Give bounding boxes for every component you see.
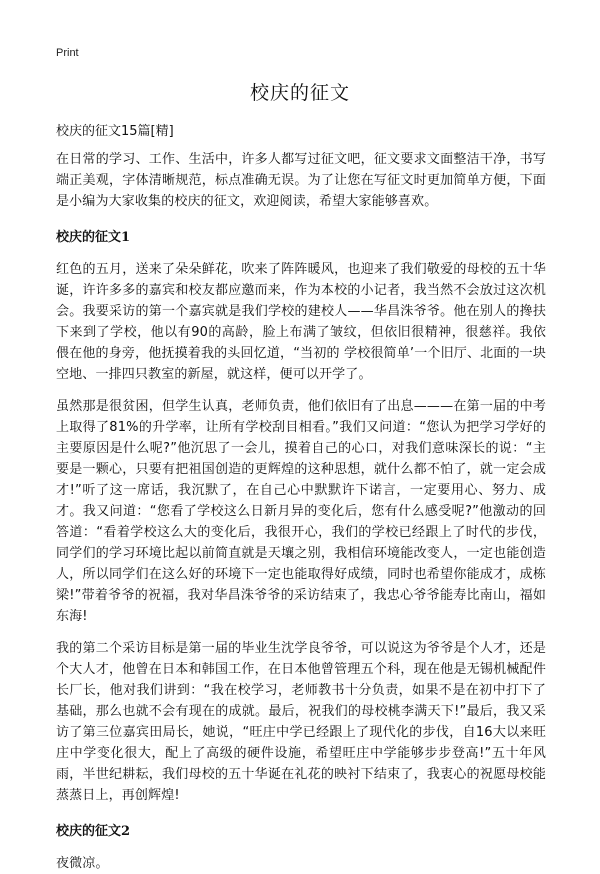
print-link[interactable]: Print [56,47,79,59]
section-heading-2: 校庆的征文2 [56,824,131,839]
intro-paragraph: 在日常的学习、工作、生活中，许多人都写过征文吧，征文要求文面整洁干净，书写端正美观，字体清晰规范，标点准确无误。为了让您在写征文时更加简单方便，下面是小编为大家收集的校庆的征文，欢迎阅读，希望大家能够喜欢。 [56,152,546,209]
article-body [56,149,546,874]
page-title: 校庆的征文 [249,82,350,104]
section-1-paragraph: 虽然那是很贫困，但学生认真，老师负责，他们依旧有了出息———在第一届的中考上取得了81%的升学率，让所有学校刮目相看。”我们又问道：“您认为把学习学好的主要原因是什么呢?”他沉思了一会儿，摸着自己的心口，对我们意味深长的说：“主要是一颗心，只要有把祖国创造的更辉煌的这种思想，就什么都不怕了，就一定会成才!”听了这一席话，我沉默了，在自己心中默默许下诺言，一定要用心、努力、成才。我又问道：“您看了学校这么日新月异的变化后，您有什么感受呢?”他激动的回答道：“看着学校这么大的变化后，我很开心，我们的学校已经跟上了时代的步伐，同学们的学习环境比起以前简直就是天壤之别，我相信环境能改变人，一定也能创造人，所以同学们在这么好的环境下一定也能取得好成绩，同时也希望你能成才，成栋梁!”带着爷爷的祝福，我对华昌洙爷爷的采访结束了，我忠心爷爷能寿比南山，福如东海! [56,399,546,624]
section-2-paragraph: 夜微凉。 [56,856,109,871]
section-heading-1: 校庆的征文1 [56,230,131,245]
section-1-paragraph: 红色的五月，送来了朵朵鲜花，吹来了阵阵暖风，也迎来了我们敬爱的母校的五十华诞，许许多多的嘉宾和校友都应邀而来，作为本校的小记者，我当然不会放过这次机会。我要采访的第一个嘉宾就是我们学校的建校人——华昌洙爷爷。他在别人的搀扶下来到了学校，他以有90的高龄，脸上布满了皱纹，但依旧很精神，很慈祥。我依偎在他的身旁，他抚摸着我的头回忆道，“当初的 学校很简单’一个旧厅、北面的一块空地、一排四只教室的新屋，就这样，便可以开学了。 [56,262,546,382]
intro-label: 校庆的征文15篇[精] [56,124,174,139]
section-1-paragraph: 我的第二个采访目标是第一届的毕业生沈学良爷爷，可以说这为爷爷是个人才，还是个大人才，他曾在日本和韩国工作，在日本他曾管理五个科，现在他是无锡机械配件长厂长，他对我们讲到：“我在校学习，老师教书十分负责，如果不是在初中打下了基础，那么也就不会有现在的成就。最后，祝我们的母校桃李满天下!”最后，我又采访了第三位嘉宾田局长，她说，“旺庄中学已经跟上了现代化的步伐，自16大以来旺庄中学变化很大，配上了高级的硬件设施，希望旺庄中学能够步步登高!”五十年风雨，半世纪耕耘，我们母校的五十华诞在礼花的映衬下结束了，我衷心的祝愿母校能蒸蒸日上，再创辉煌! [56,641,546,803]
